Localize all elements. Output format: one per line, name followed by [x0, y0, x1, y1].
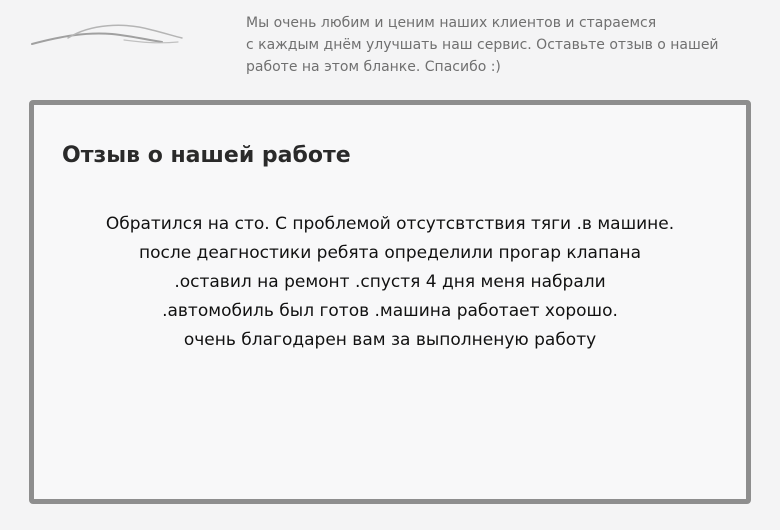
- feedback-line: очень благодарен вам за выполненую работу: [183, 330, 597, 350]
- intro-line: Мы очень любим и ценим наших клиентов и стараемся: [246, 15, 657, 31]
- feedback-line: .оставил на ремонт .спустя 4 дня меня набрали: [174, 272, 606, 292]
- feedback-line: .автомобиль был готов .машина работает хорошо.: [162, 301, 618, 321]
- feedback-box: [29, 100, 751, 504]
- feedback-line: после деагностики ребята определили прогар клапана: [138, 243, 642, 263]
- feedback-title: Отзыв о нашей работе: [62, 143, 351, 168]
- intro-line: с каждым днём улучшать наш сервис. Оставьте отзыв о нашей: [246, 37, 719, 53]
- car-swoosh-icon: [28, 18, 188, 50]
- intro-text: [246, 12, 746, 78]
- feedback-text: [34, 210, 746, 355]
- intro-line: работе на этом бланке. Спасибо :): [246, 59, 501, 75]
- feedback-line: Обратился на сто. С проблемой отсутсвтствия тяги .в машине.: [105, 214, 675, 234]
